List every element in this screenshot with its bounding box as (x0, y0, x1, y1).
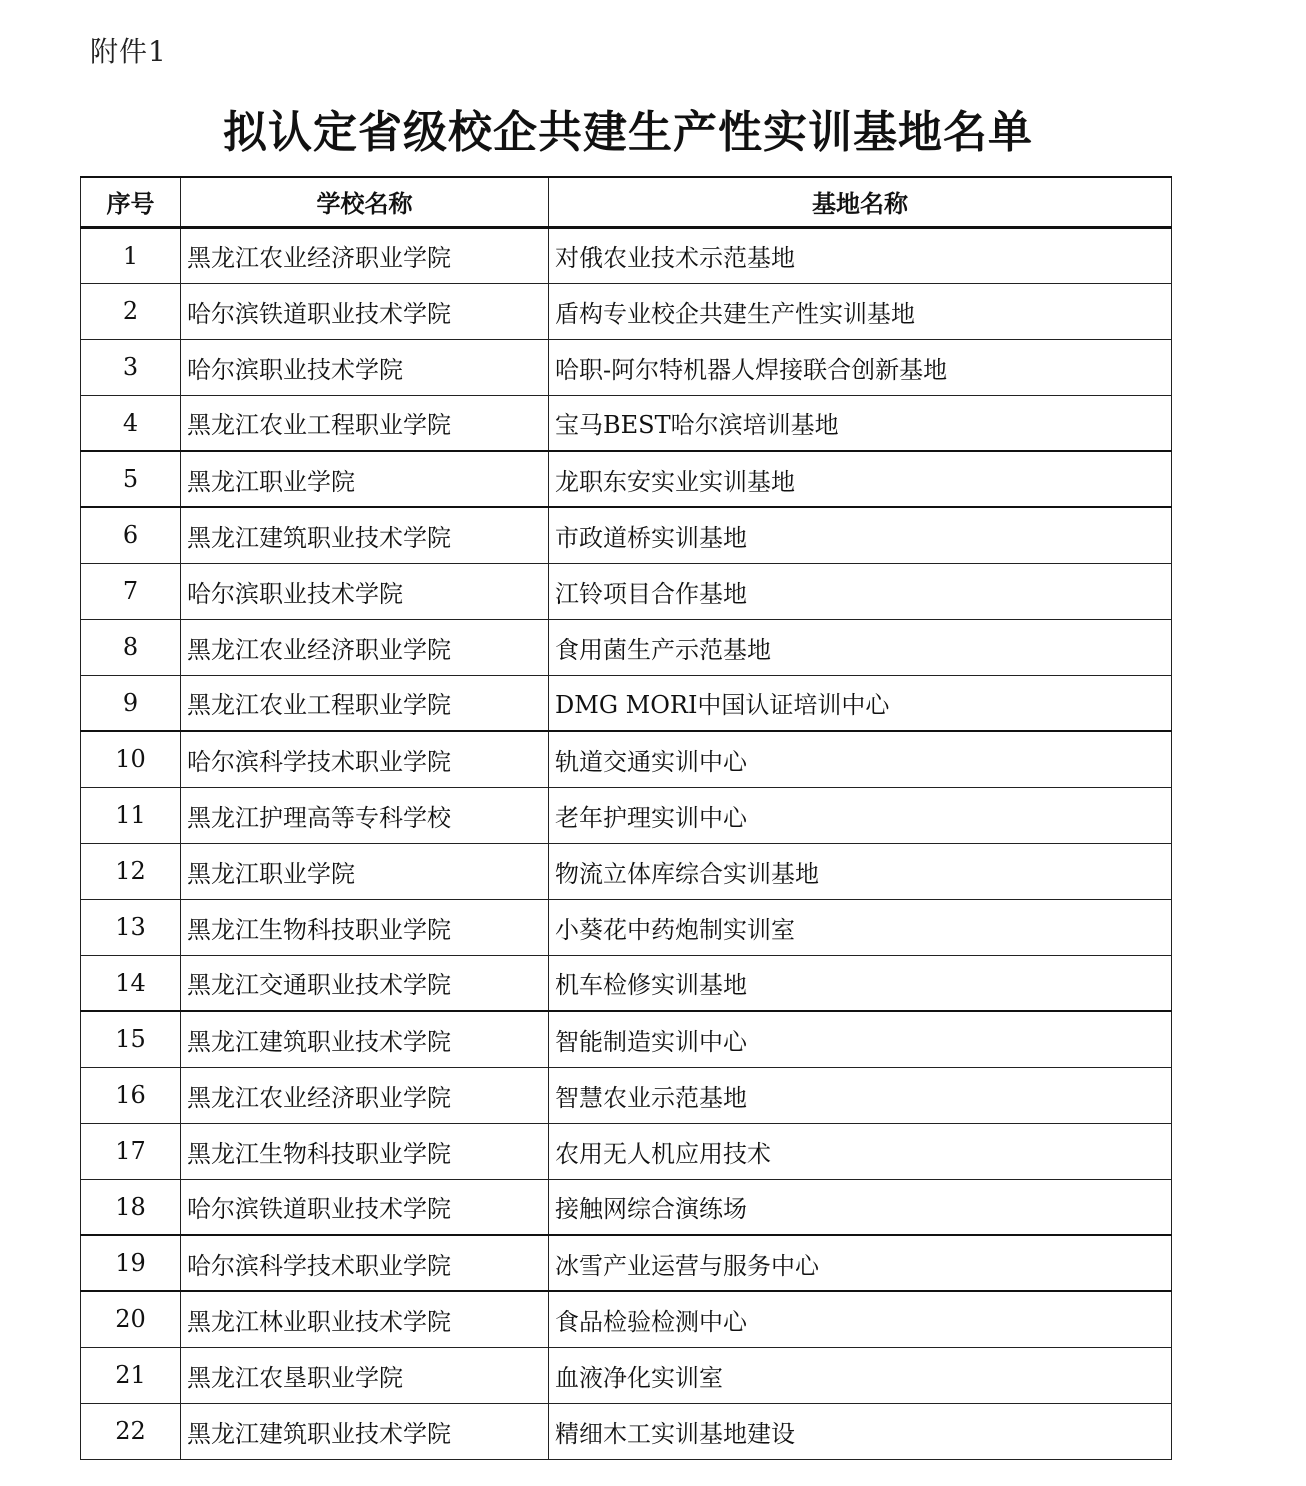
cell-school: 哈尔滨铁道职业技术学院 (181, 1179, 549, 1235)
cell-no: 21 (81, 1347, 181, 1403)
table-row (81, 1291, 1172, 1347)
cell-school: 黑龙江交通职业技术学院 (181, 955, 549, 1011)
cell-no: 1 (81, 227, 181, 283)
cell-school: 黑龙江农业工程职业学院 (181, 395, 549, 451)
cell-school: 黑龙江生物科技职业学院 (181, 899, 549, 955)
cell-base: 老年护理实训中心 (549, 787, 1172, 843)
cell-school: 黑龙江农垦职业学院 (181, 1347, 549, 1403)
cell-school: 黑龙江建筑职业技术学院 (181, 507, 549, 563)
cell-base: 对俄农业技术示范基地 (549, 227, 1172, 283)
table-row (81, 339, 1172, 395)
cell-no: 22 (81, 1403, 181, 1459)
cell-no: 4 (81, 395, 181, 451)
table-row (81, 1011, 1172, 1067)
cell-base: 精细木工实训基地建设 (549, 1403, 1172, 1459)
cell-school: 黑龙江生物科技职业学院 (181, 1123, 549, 1179)
table-row (81, 787, 1172, 843)
table-row (81, 955, 1172, 1011)
table-row (81, 283, 1172, 339)
cell-no: 13 (81, 899, 181, 955)
cell-school: 黑龙江农业经济职业学院 (181, 227, 549, 283)
cell-no: 2 (81, 283, 181, 339)
table-row (81, 227, 1172, 283)
cell-base: 农用无人机应用技术 (549, 1123, 1172, 1179)
base-list-table (80, 176, 1172, 1460)
table-row (81, 675, 1172, 731)
cell-base: 哈职-阿尔特机器人焊接联合创新基地 (549, 339, 1172, 395)
cell-school: 黑龙江职业学院 (181, 843, 549, 899)
table-row (81, 1235, 1172, 1291)
cell-no: 16 (81, 1067, 181, 1123)
cell-no: 6 (81, 507, 181, 563)
table-row (81, 1179, 1172, 1235)
cell-base: 冰雪产业运营与服务中心 (549, 1235, 1172, 1291)
cell-school: 哈尔滨铁道职业技术学院 (181, 283, 549, 339)
table-row (81, 507, 1172, 563)
table-row (81, 1403, 1172, 1459)
cell-school: 黑龙江农业经济职业学院 (181, 619, 549, 675)
table-header-row (81, 177, 1172, 227)
cell-base: 宝马BEST哈尔滨培训基地 (549, 395, 1172, 451)
table-row (81, 451, 1172, 507)
cell-school: 黑龙江农业工程职业学院 (181, 675, 549, 731)
cell-no: 10 (81, 731, 181, 787)
cell-school: 黑龙江职业学院 (181, 451, 549, 507)
table-row (81, 843, 1172, 899)
table-row (81, 731, 1172, 787)
cell-base: 市政道桥实训基地 (549, 507, 1172, 563)
cell-no: 5 (81, 451, 181, 507)
cell-base: 血液净化实训室 (549, 1347, 1172, 1403)
document-title: 拟认定省级校企共建生产性实训基地名单 (223, 107, 1033, 158)
cell-school: 哈尔滨职业技术学院 (181, 339, 549, 395)
header-no: 序号 (81, 177, 181, 227)
cell-no: 3 (81, 339, 181, 395)
cell-school: 黑龙江建筑职业技术学院 (181, 1011, 549, 1067)
cell-no: 12 (81, 843, 181, 899)
cell-school: 哈尔滨科学技术职业学院 (181, 731, 549, 787)
cell-school: 黑龙江护理高等专科学校 (181, 787, 549, 843)
cell-no: 8 (81, 619, 181, 675)
cell-school: 哈尔滨科学技术职业学院 (181, 1235, 549, 1291)
cell-base: 物流立体库综合实训基地 (549, 843, 1172, 899)
cell-base: 智慧农业示范基地 (549, 1067, 1172, 1123)
table-row (81, 1123, 1172, 1179)
cell-no: 9 (81, 675, 181, 731)
table-row (81, 1347, 1172, 1403)
cell-no: 15 (81, 1011, 181, 1067)
cell-base: 接触网综合演练场 (549, 1179, 1172, 1235)
cell-base: 龙职东安实业实训基地 (549, 451, 1172, 507)
table-row (81, 619, 1172, 675)
header-base: 基地名称 (549, 177, 1172, 227)
cell-no: 17 (81, 1123, 181, 1179)
cell-no: 11 (81, 787, 181, 843)
cell-school: 黑龙江建筑职业技术学院 (181, 1403, 549, 1459)
cell-no: 7 (81, 563, 181, 619)
cell-no: 18 (81, 1179, 181, 1235)
cell-base: 机车检修实训基地 (549, 955, 1172, 1011)
cell-base: 江铃项目合作基地 (549, 563, 1172, 619)
table-row (81, 899, 1172, 955)
cell-school: 哈尔滨职业技术学院 (181, 563, 549, 619)
cell-base: 轨道交通实训中心 (549, 731, 1172, 787)
cell-base: 食用菌生产示范基地 (549, 619, 1172, 675)
table-row (81, 395, 1172, 451)
cell-base: 盾构专业校企共建生产性实训基地 (549, 283, 1172, 339)
attachment-label: 附件1 (90, 35, 167, 68)
cell-base: 小葵花中药炮制实训室 (549, 899, 1172, 955)
cell-no: 19 (81, 1235, 181, 1291)
cell-base: DMG MORI中国认证培训中心 (549, 675, 1172, 731)
cell-school: 黑龙江林业职业技术学院 (181, 1291, 549, 1347)
cell-no: 14 (81, 955, 181, 1011)
table-row (81, 563, 1172, 619)
cell-no: 20 (81, 1291, 181, 1347)
cell-base: 食品检验检测中心 (549, 1291, 1172, 1347)
cell-school: 黑龙江农业经济职业学院 (181, 1067, 549, 1123)
table-row (81, 1067, 1172, 1123)
cell-base: 智能制造实训中心 (549, 1011, 1172, 1067)
header-school: 学校名称 (181, 177, 549, 227)
